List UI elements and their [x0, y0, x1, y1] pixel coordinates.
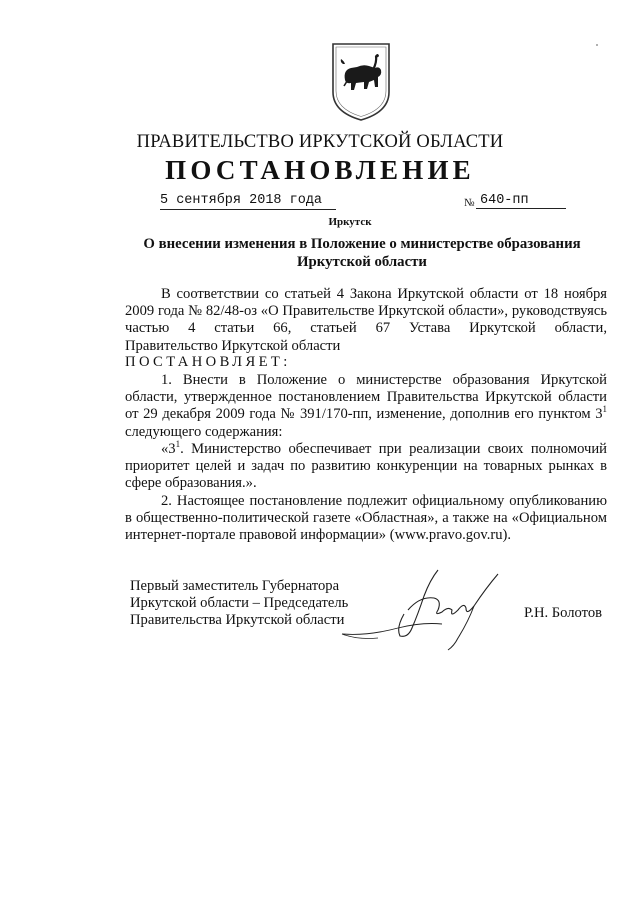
decree-word: ПОСТАНОВЛЯЕТ:	[125, 354, 291, 370]
signatory-position-line: Правительства Иркутской области	[130, 612, 345, 629]
paragraph-2: 2. Настоящее постановление подлежит официальному опубликованию в общественно-политической газете «Областная», а также на «Официальном интернет-портале правовой информации» (www.pravo.gov.ru).	[125, 493, 607, 544]
document-title-line: О внесении изменения в Положение о министерстве образования	[143, 236, 581, 252]
signatory-position-line: Первый заместитель Губернатора	[130, 578, 340, 594]
intro-paragraph: В соответствии со статьей 4 Закона Иркутской области от 18 ноября 2009 года № 82/48-оз «О Правительстве Иркутской области», руководствуясь частью 4 статьи 66, статьей 67 Устава Иркутской области,	[125, 286, 607, 337]
paragraph-1-text: 1. Внести в Положение о министерстве образования Иркутской области, утвержденное постановлением Правительства Иркутской области от 29 декабря 2009 года № 391/170-пп, изменение, дополнив его пунктом 3	[125, 372, 607, 423]
document-number-label: №	[464, 197, 475, 209]
document-city: Иркутск	[328, 216, 372, 228]
document-date: 5 сентября 2018 года	[160, 193, 336, 210]
document-title-line: Иркутской области	[297, 254, 427, 270]
quoted-clause-text: . Министерство обеспечивает при реализации своих полномочий приоритет целей и задач по развитию конкуренции на товарных рынках в сфере образования.».	[125, 441, 607, 492]
document-number: 640-пп	[480, 193, 529, 208]
signatory-position	[130, 578, 348, 630]
quoted-clause	[125, 441, 607, 493]
handwritten-signature	[338, 566, 508, 652]
document-number-underline	[476, 208, 566, 209]
quoted-clause-open: «3	[161, 441, 176, 457]
coat-of-arms-emblem	[329, 40, 393, 122]
document-title	[130, 235, 594, 271]
signatory-position-line: Иркутской области – Председатель	[130, 595, 349, 612]
intro-paragraph-end: Правительство Иркутской области	[125, 338, 341, 354]
paragraph-1-superscript: 1	[602, 404, 607, 415]
paragraph-1-tail: следующего содержания:	[125, 423, 283, 440]
signatory-name: Р.Н. Болотов	[524, 605, 603, 621]
organization-name: ПРАВИТЕЛЬСТВО ИРКУТСКОЙ ОБЛАСТИ	[136, 132, 504, 152]
scan-speck	[596, 44, 598, 46]
paragraph-1	[125, 372, 607, 441]
document-type: ПОСТАНОВЛЕНИЕ	[165, 155, 475, 185]
quoted-clause-superscript: 1	[175, 439, 181, 449]
